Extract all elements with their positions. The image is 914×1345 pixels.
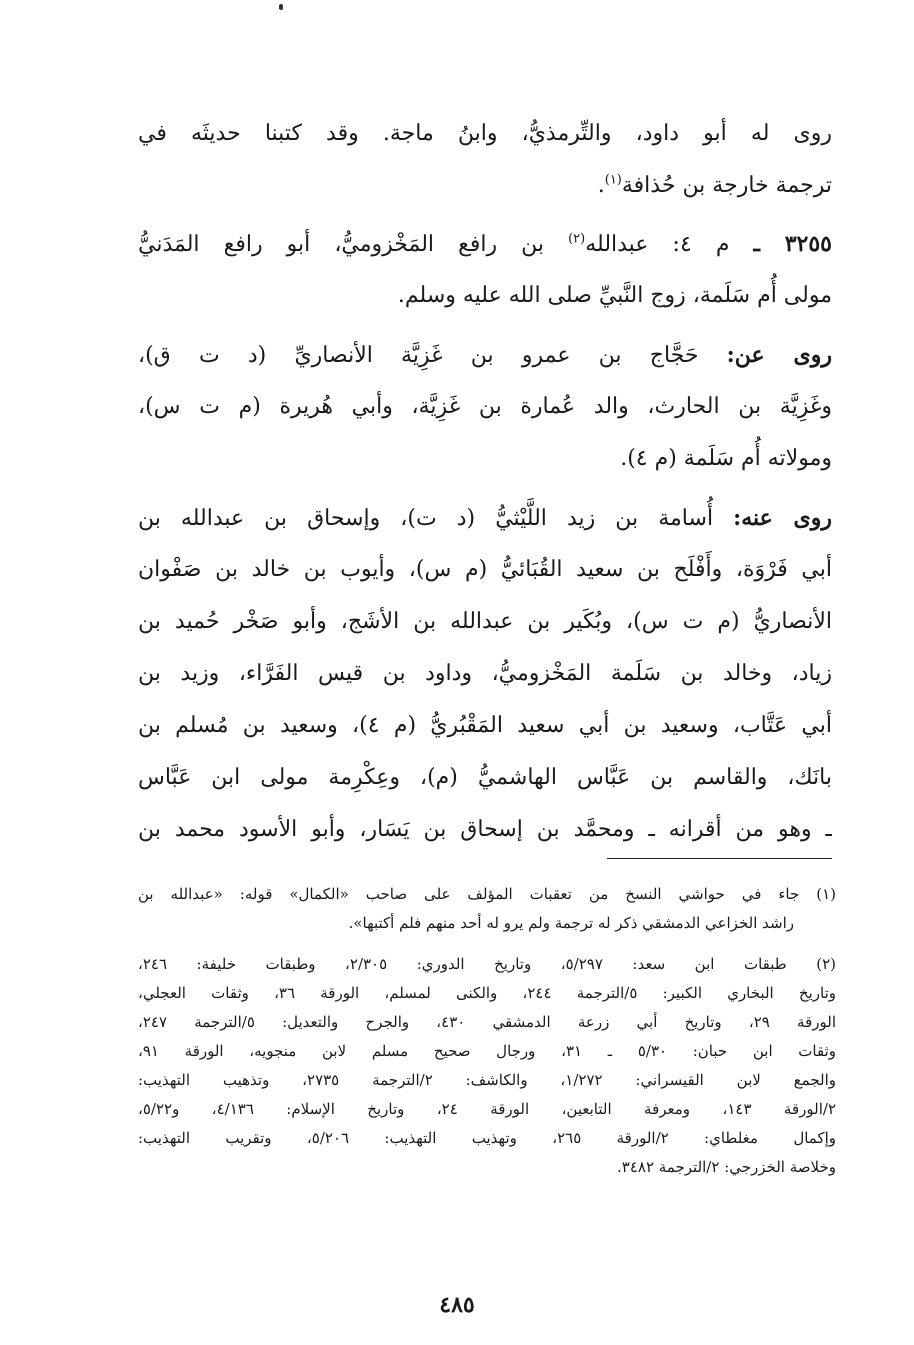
narrated-by-line-2: أبي فَرْوَة، وأَفْلَح بن سعيد القُبَائيُّ (م س)، وأيوب بن خالد بن صَفْوان [138,557,832,582]
narrated-from-line-1-text: حَجَّاج بن عمرو بن غَزِيَّة الأنصاريِّ (د ت ق)، [138,343,699,368]
footnote-2-line-3: الورقة ٢٩، وتاريخ أبي زرعة الدمشقي ٤٣٠، والجرح والتعديل: ٥/الترجمة ٢٤٧، [138,1013,836,1031]
footnote-2-line-6: ٢/الورقة ١٤٣، ومعرفة التابعين، الورقة ٢٤، وتاريخ الإسلام: ٤/١٣٦، و٥/٢٢، [138,1100,836,1118]
paragraph-1-tail: . [597,173,605,198]
narrated-from-line-1 [138,329,832,381]
narrated-by-line-7: ـ وهو من أقرانه ـ ومحمَّد بن إسحاق بن يَسَار، وأبو الأسود محمد بن [138,817,832,842]
narrated-by-line-1-text: أُسامة بن زيد اللَّيْثيُّ (د ت)، وإسحاق بن عبدالله بن [138,506,714,531]
entry-3255-line-2: مولى أُم سَلَمة، زوج النَّبيِّ صلى الله عليه وسلم. [397,283,832,308]
narrated-by-line-1 [138,492,832,544]
footnote-ref-2: (٢) [568,231,586,247]
entry-3255-sigla-name: م ٤: عبدالله [585,232,730,257]
footnote-2-line-2: وتاريخ البخاري الكبير: ٥/الترجمة ٢٤٤، والكنى لمسلم، الورقة ٣٦، وثقات العجلي، [138,984,836,1002]
footnote-ref-1: (١) [604,172,622,188]
narrated-from-line-2: وغَزِيَّة بن الحارث، والد عُمارة بن غَزِيَّة، وأبي هُريرة (م ت س)، [138,394,832,419]
footnote-1-line-1: (١) جاء في حواشي النسخ من تعقبات المؤلف على صاحب «الكمال» قوله: «عبدالله بن [138,885,836,903]
footnote-separator [607,858,832,859]
footnote-2-line-1: (٢) طبقات ابن سعد: ٥/٢٩٧، وتاريخ الدوري: ٢/٣٠٥، وطبقات خليفة: ٢٤٦، [138,955,836,973]
footnote-2 [138,950,836,1182]
entry-3255-line-1-end: بن رافع المَخْزوميُّ، أبو رافع المَدَنيُّ [138,232,545,257]
paragraph-1-line-1: روى له أبو داود، والتِّرمذيُّ، وابنُ ماجة. وقد كتبنا حديثَه في [138,121,832,146]
footnote-1 [138,880,836,938]
footnote-2-line-7: وإكمال مغلطاي: ٢/الورقة ٢٦٥، وتهذيب التهذيب: ٥/٢٠٦، وتقريب التهذيب: [138,1129,836,1147]
entry-number: ٣٢٥٥ ـ [753,231,832,257]
paragraph-1 [138,108,832,212]
print-speck [279,4,283,10]
narrated-by-section [138,492,832,856]
paragraph-1-line-2 [138,160,832,212]
narrated-from-line-3: ومولاته أُم سَلَمة (م ٤). [620,446,832,471]
narrated-from-label: روى عن: [726,342,832,368]
page-number: ٤٨٥ [439,1292,475,1318]
narrated-by-line-5: أبي عَتَّاب، وسعيد بن أبي سعيد المَقْبُريُّ (م ٤)، وسعيد بن مُسلم بن [138,713,832,738]
narrated-by-label: روى عنه: [733,505,832,531]
narrated-by-line-6: بانَك، والقاسم بن عَبَّاس الهاشميُّ (م)، وعِكْرِمة مولى ابن عَبَّاس [138,765,832,790]
paragraph-1-line-2-text: ترجمة خارجة بن حُذافة [621,173,832,198]
entry-3255-line-1 [138,218,832,270]
narrated-by-line-3: الأنصاريُّ (م ت س)، وبُكَير بن عبدالله بن الأشَج، وأبو صَخْر حُميد بن [138,609,832,634]
footnote-1-line-2: راشد الخزاعي الدمشقي ذكر له ترجمة ولم يرو له أحد منهم فلم أكتبها». [348,914,794,932]
footnote-2-line-4: وثقات ابن حبان: ٥/٣٠ ـ ٣١، ورجال صحيح مسلم لابن منجويه، الورقة ٩١، [138,1042,836,1060]
narrated-by-line-4: زياد، وخالد بن سَلَمة المَخْزوميُّ، وداود بن قيس الفَرَّاء، وزيد بن [138,661,832,686]
footnote-2-line-5: والجمع لابن القيسراني: ١/٢٧٢، والكاشف: ٢/الترجمة ٢٧٣٥، وتذهيب التهذيب: [138,1071,836,1089]
footnote-2-line-8: وخلاصة الخزرجي: ٢/الترجمة ٣٤٨٢. [617,1158,836,1176]
entry-3255 [138,218,832,322]
narrated-from-section [138,329,832,485]
